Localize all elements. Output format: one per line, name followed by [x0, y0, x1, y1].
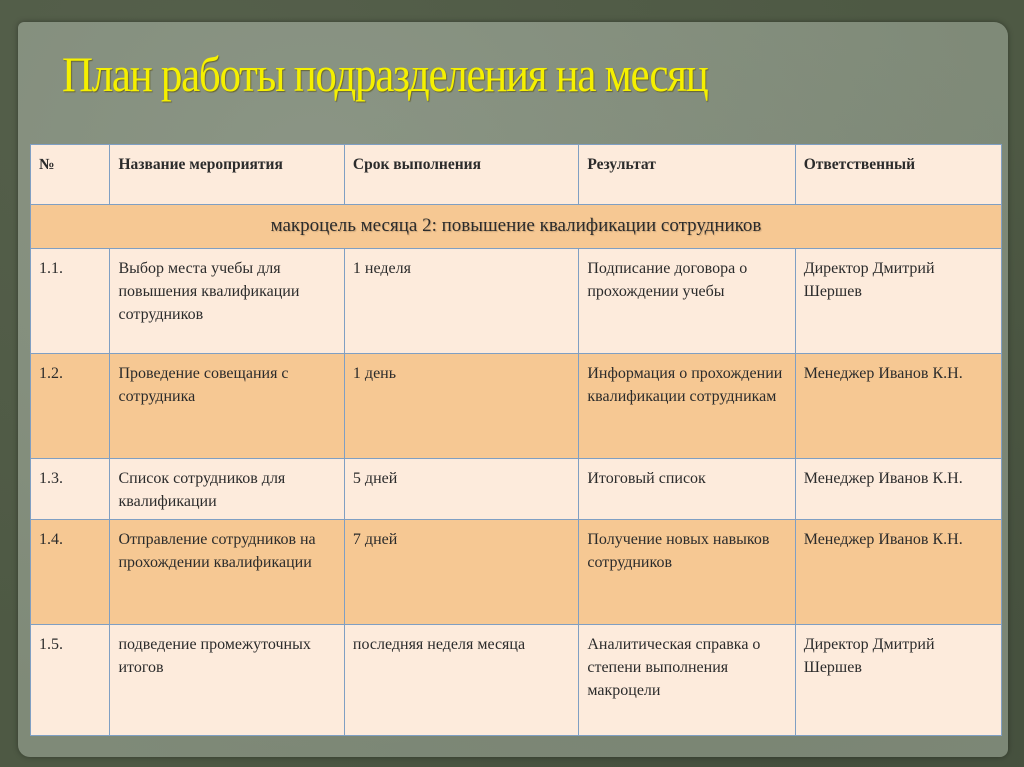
cell-deadline: 1 день — [344, 354, 578, 459]
cell-result: Информация о прохождении квалификации сотрудникам — [579, 354, 795, 459]
header-event-name: Название мероприятия — [110, 145, 344, 205]
cell-result: Подписание договора о прохождении учебы — [579, 249, 795, 354]
cell-event-name: подведение промежуточных итогов — [110, 625, 344, 736]
cell-responsible: Менеджер Иванов К.Н. — [795, 459, 1001, 520]
cell-number: 1.3. — [31, 459, 110, 520]
table-header-row — [31, 145, 1002, 205]
cell-deadline: последняя неделя месяца — [344, 625, 578, 736]
cell-number: 1.1. — [31, 249, 110, 354]
table-row — [31, 459, 1002, 520]
table-row — [31, 625, 1002, 736]
cell-result: Получение новых навыков сотрудников — [579, 520, 795, 625]
cell-number: 1.2. — [31, 354, 110, 459]
header-deadline: Срок выполнения — [344, 145, 578, 205]
cell-responsible: Менеджер Иванов К.Н. — [795, 354, 1001, 459]
table-row — [31, 354, 1002, 459]
cell-event-name: Отправление сотрудников на прохождении квалификации — [110, 520, 344, 625]
cell-responsible: Директор Дмитрий Шершев — [795, 625, 1001, 736]
table-row — [31, 520, 1002, 625]
cell-event-name: Список сотрудников для квалификации — [110, 459, 344, 520]
cell-event-name: Проведение совещания с сотрудника — [110, 354, 344, 459]
cell-responsible: Директор Дмитрий Шершев — [795, 249, 1001, 354]
header-responsible: Ответственный — [795, 145, 1001, 205]
work-plan-table — [30, 144, 1002, 736]
cell-deadline: 1 неделя — [344, 249, 578, 354]
goal-row — [31, 205, 1002, 249]
cell-number: 1.4. — [31, 520, 110, 625]
cell-result: Итоговый список — [579, 459, 795, 520]
header-number: № — [31, 145, 110, 205]
cell-result: Аналитическая справка о степени выполнения макроцели — [579, 625, 795, 736]
header-result: Результат — [579, 145, 795, 205]
cell-responsible: Менеджер Иванов К.Н. — [795, 520, 1001, 625]
slide-title: План работы подразделения на месяц — [62, 46, 708, 102]
cell-event-name: Выбор места учебы для повышения квалификации сотрудников — [110, 249, 344, 354]
goal-text: макроцель месяца 2: повышение квалификации сотрудников — [31, 205, 1002, 249]
cell-deadline: 7 дней — [344, 520, 578, 625]
table-row — [31, 249, 1002, 354]
cell-number: 1.5. — [31, 625, 110, 736]
cell-deadline: 5 дней — [344, 459, 578, 520]
